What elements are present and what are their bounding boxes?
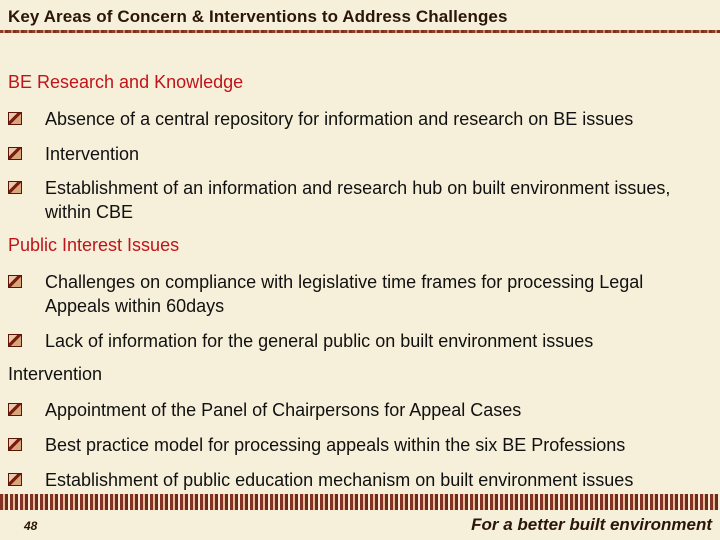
bullet-icon: [8, 275, 22, 288]
bottom-divider: [0, 494, 720, 510]
list-item-text: Challenges on compliance with legislative time frames for processing Legal Appeals within 60days: [45, 272, 644, 316]
list-item-text: Establishment of an information and research hub on built environment issues, within CBE: [45, 178, 671, 222]
section-heading-intervention: Intervention: [8, 364, 103, 384]
list-item-text: Absence of a central repository for information and research on BE issues: [45, 109, 634, 129]
list-item-text: Best practice model for processing appeals within the six BE Professions: [45, 435, 626, 455]
bullet-icon: [8, 334, 22, 347]
bullet-icon: [8, 403, 22, 416]
top-divider: [0, 30, 720, 33]
footer-tagline: For a better built environment: [471, 515, 712, 534]
section-heading-be-research: BE Research and Knowledge: [8, 72, 244, 92]
page-number: 48: [24, 519, 38, 533]
list-item-text: Establishment of public education mechanism on built environment issues: [45, 470, 634, 490]
bullet-icon: [8, 181, 22, 194]
list-item-text: Lack of information for the general public on built environment issues: [45, 331, 594, 351]
list-item-text: Intervention: [45, 144, 140, 164]
list-item-text: Appointment of the Panel of Chairpersons for Appeal Cases: [45, 400, 522, 420]
section-heading-public-interest: Public Interest Issues: [8, 235, 180, 255]
bullet-icon: [8, 438, 22, 451]
slide-title: Key Areas of Concern & Interventions to Address Challenges: [8, 7, 508, 26]
bullet-icon: [8, 147, 22, 160]
bullet-icon: [8, 473, 22, 486]
bullet-icon: [8, 112, 22, 125]
